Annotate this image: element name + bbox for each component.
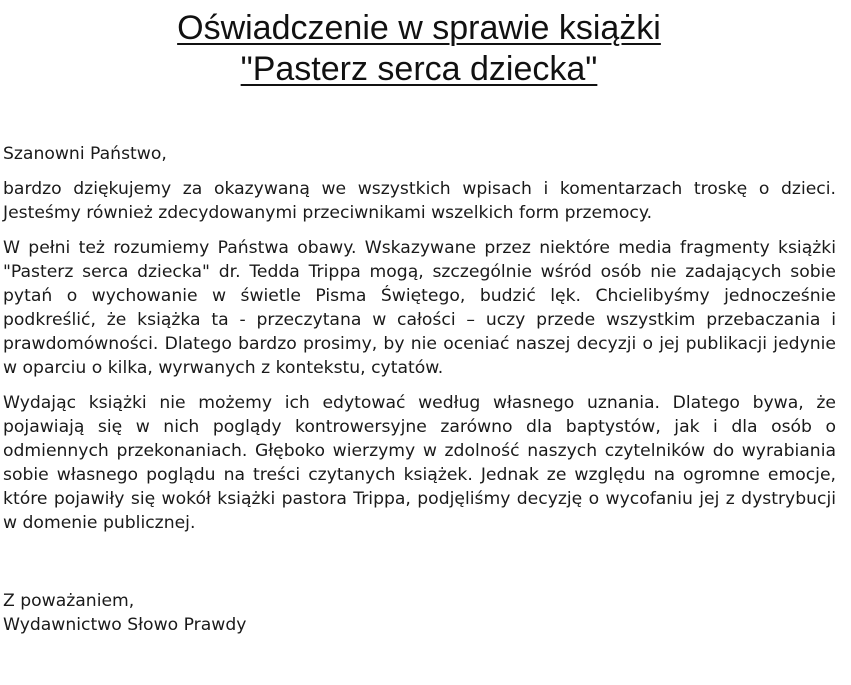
title-line-1: Oświadczenie w sprawie książki [177,9,661,47]
closing-phrase: Z poważaniem, [3,591,135,611]
greeting: Szanowni Państwo, [3,144,167,164]
letter-closing [3,589,246,637]
title-line-2: "Pasterz serca dziecka" [240,50,598,88]
paragraph-concerns: W pełni też rozumiemy Państwa obawy. Wskazywane przez niektóre media fragmenty książki "Pasterz serca dziecka" dr. Tedda Trippa mogą, szczególnie wśród osób nie zadających sobie pytań o wychowanie w świetle Pisma Świętego, budzić lęk. Chcielibyśmy jednocześnie podkreślić, że książka ta - przeczytana w całości – uczy przede wszystkim przebaczania i prawdomówności. Dlatego bardzo prosimy, by nie oceniać naszej decyzji o jej publikacji jedynie w oparciu o kilka, wyrwanych z kontekstu, cytatów. [3,238,836,378]
paragraph-thanks: bardzo dziękujemy za okazywaną we wszystkich wpisach i komentarzach troskę o dzieci. Jesteśmy również zdecydowanymi przeciwnikami wszelkich form przemocy. [3,179,836,223]
letter-body [3,142,836,546]
document-title [0,8,838,90]
signature: Wydawnictwo Słowo Prawdy [3,615,247,635]
paragraph-decision: Wydając książki nie możemy ich edytować według własnego uznania. Dlatego bywa, że pojawiają się w nich poglądy kontrowersyjne zarówno dla baptystów, jak i dla osób o odmiennych przekonaniach. Głęboko wierzymy w zdolność naszych czytelników do wyrabiania sobie własnego poglądu na treści czytanych książek. Jednak ze względu na ogromne emocje, które pojawiły się wokół książki pastora Trippa, podjęliśmy decyzję o wycofaniu jej z dystrybucji w domenie publicznej. [3,393,836,533]
